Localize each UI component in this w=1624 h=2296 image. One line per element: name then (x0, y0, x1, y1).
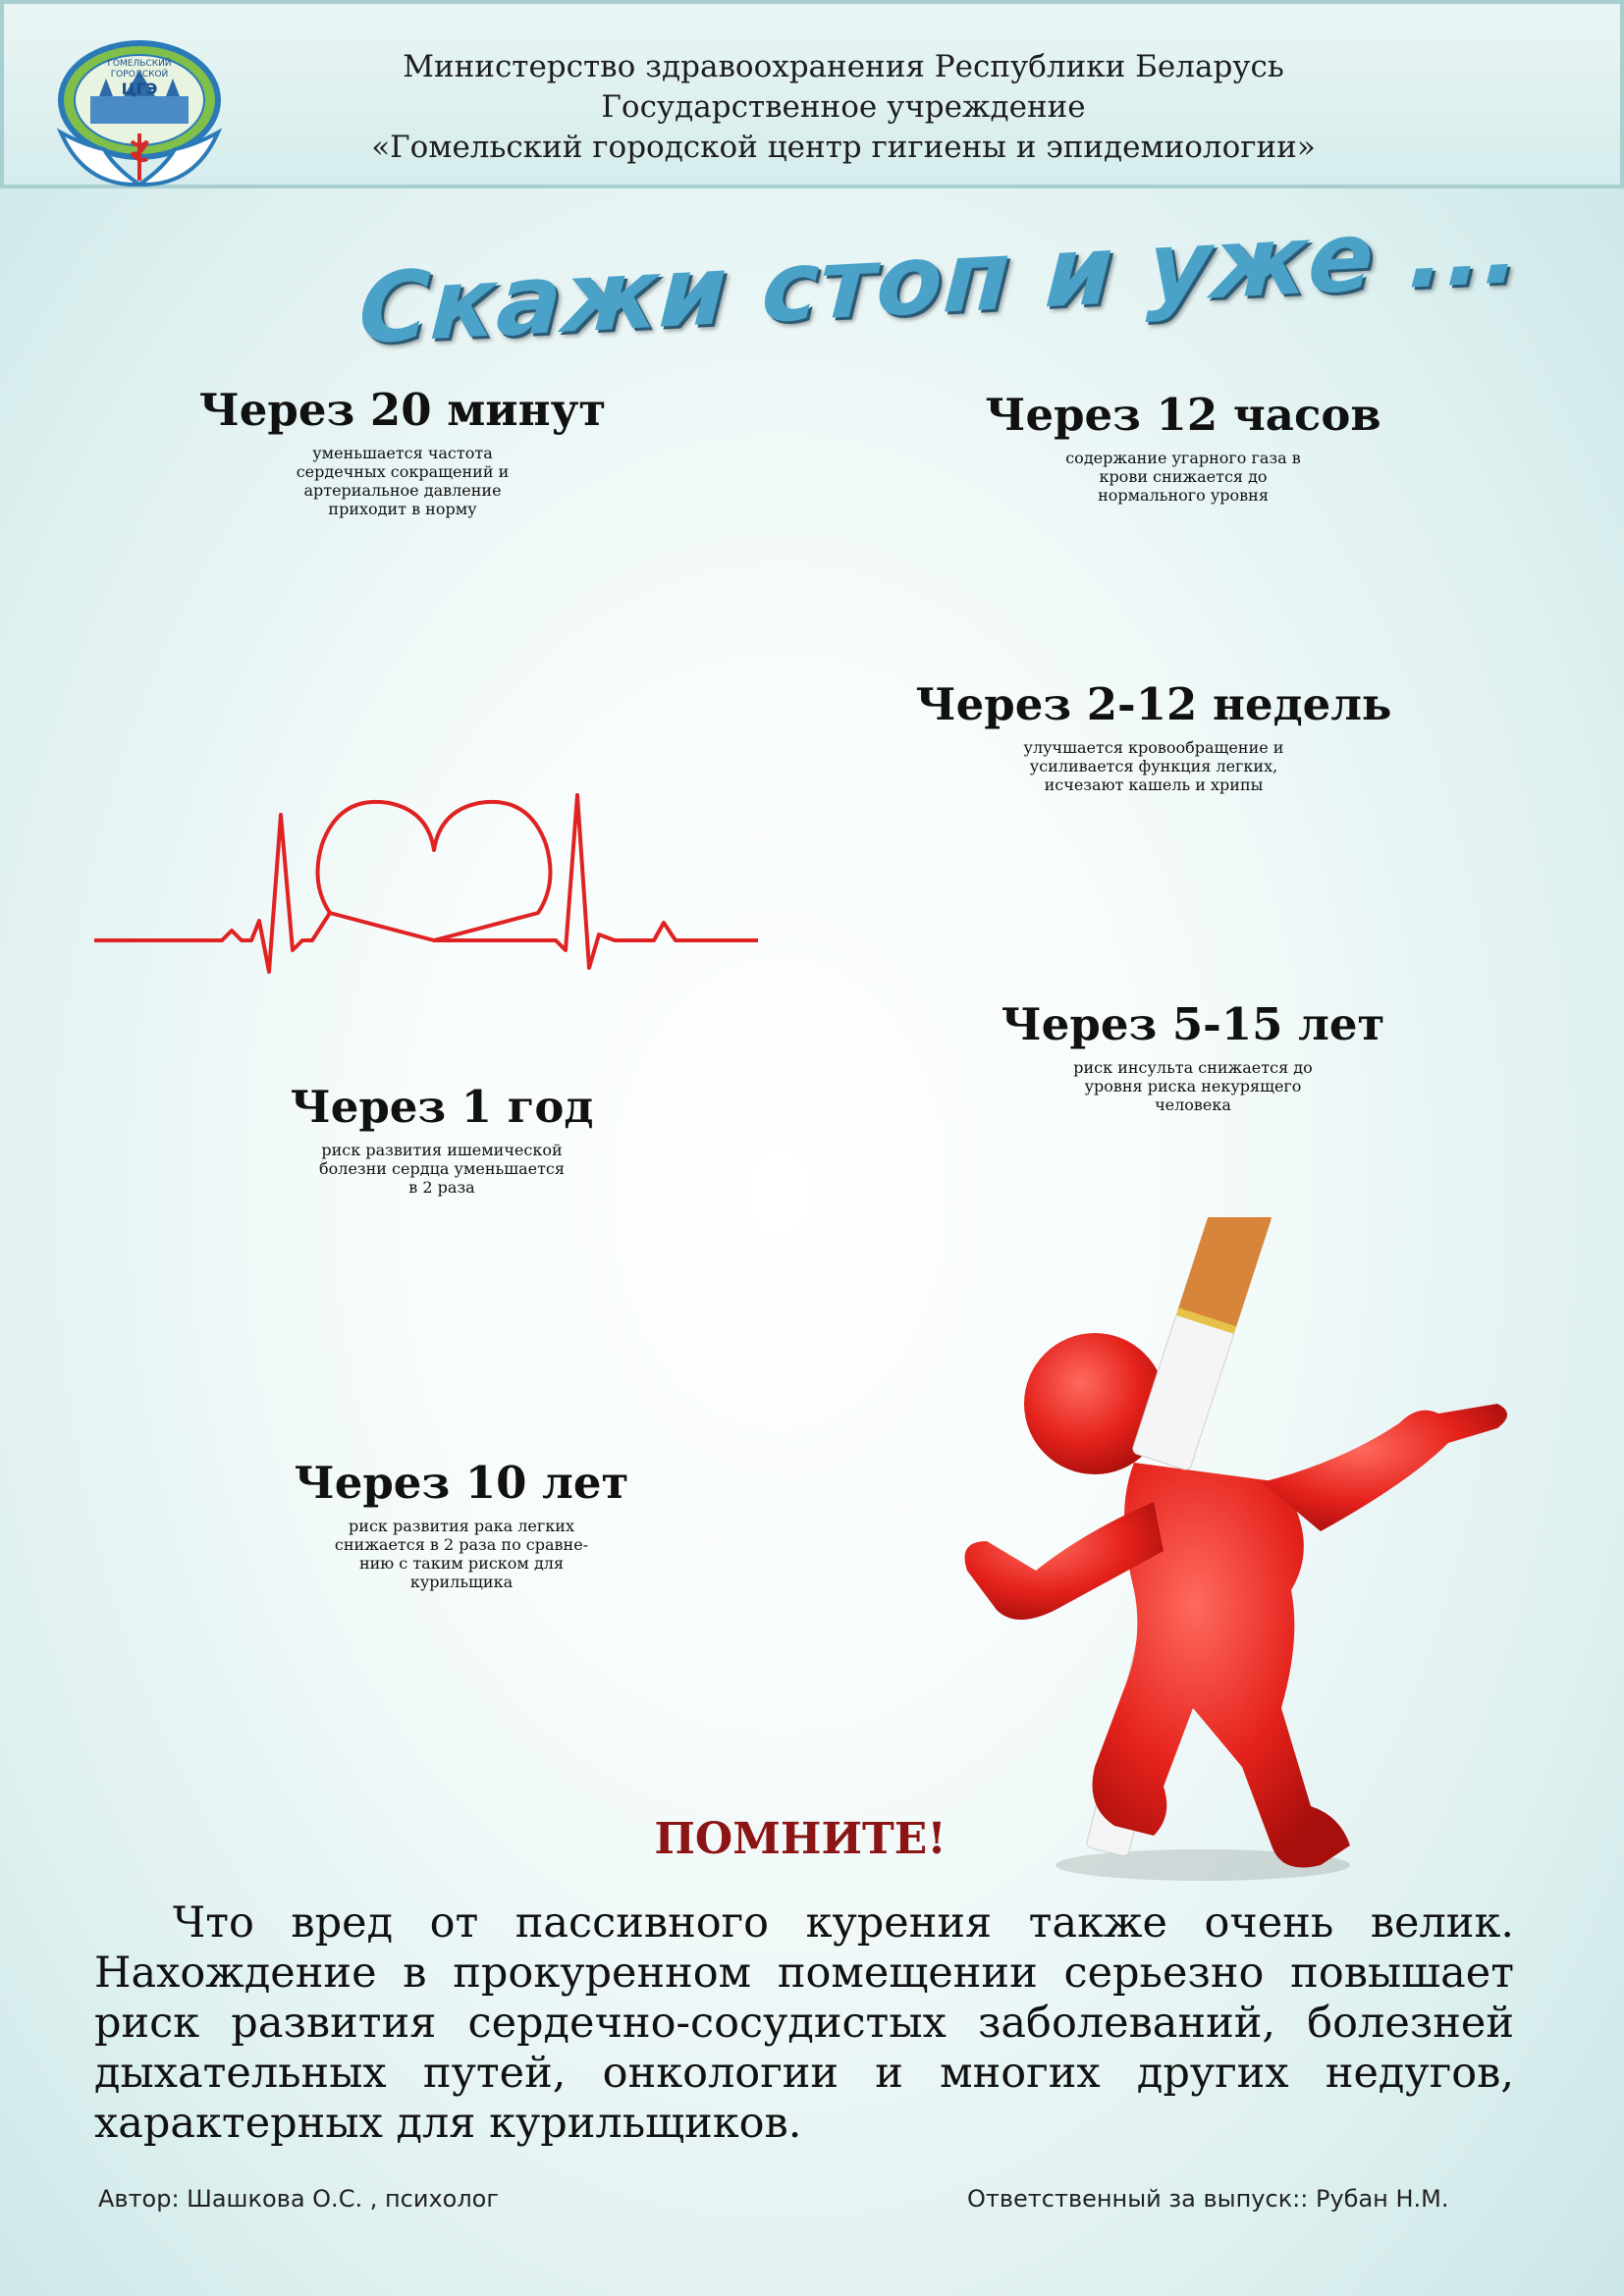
block-5-15-years: Через 5-15 лет риск инсульта снижается до уровня риска некурящего человека (854, 997, 1532, 1120)
heart-ecg-icon (94, 775, 758, 1001)
org-line: Министерство здравоохранения Республики Беларусь (403, 49, 1284, 84)
svg-text:ГОМЕЛЬСКИЙ: ГОМЕЛЬСКИЙ (107, 59, 172, 69)
block-heading: Через 1 год (290, 1081, 594, 1133)
block-heading: Через 20 минут (198, 384, 607, 436)
footer-author: Автор: Шашкова О.С. , психолог (98, 2185, 499, 2213)
hands-emblem-icon (55, 39, 224, 196)
block-heading: Через 10 лет (294, 1457, 629, 1509)
org-line: «Гомельский городской центр гигиены и эпидемиологии» (371, 130, 1316, 165)
passive-smoking-paragraph: Что вред от пассивного курения также очень велик. Нахождение в прокуренном помещении серьезно повышает риск развития сердечно-сосудистых заболеваний, болезней дыхательных путей, онкологии и многих других недугов, характерных для курильщиков. (94, 1898, 1514, 2148)
svg-text:ЦГЭ: ЦГЭ (121, 80, 158, 98)
org-line: Государственное учреждение (601, 89, 1086, 125)
block-12-hours: Через 12 часов содержание угарного газа в крови снижается до нормального уровня (844, 388, 1522, 510)
man-with-cigarette-icon (947, 1217, 1527, 1904)
footer-responsible: Ответственный за выпуск:: Рубан Н.М. (967, 2185, 1449, 2213)
page-title: Скажи стоп и уже ... (355, 192, 1525, 366)
header-banner (0, 0, 1624, 188)
block-heading: Через 2-12 недель (915, 678, 1392, 730)
block-heading: Через 5-15 лет (1001, 998, 1385, 1050)
svg-text:ГОРОДСКОЙ: ГОРОДСКОЙ (110, 70, 169, 80)
block-heading: Через 12 часов (985, 389, 1381, 441)
block-2-12-weeks: Через 2-12 недель улучшается кровообращение и усиливается функция легких, исчезают кашель и хрипы (785, 677, 1522, 800)
organization-name (328, 47, 1359, 168)
block-10-years: Через 10 лет риск развития рака легких снижается в 2 раза по сравне- нию с таким риском для курильщика (98, 1456, 825, 1597)
remember-heading: ПОМНИТЕ! (654, 1814, 947, 1864)
block-1-year: Через 1 год риск развития ишемической болезни сердца уменьшается в 2 раза (88, 1080, 795, 1202)
block-20-minutes: Через 20 минут уменьшается частота сердечных сокращений и артериальное давление приходит в норму (69, 383, 736, 524)
